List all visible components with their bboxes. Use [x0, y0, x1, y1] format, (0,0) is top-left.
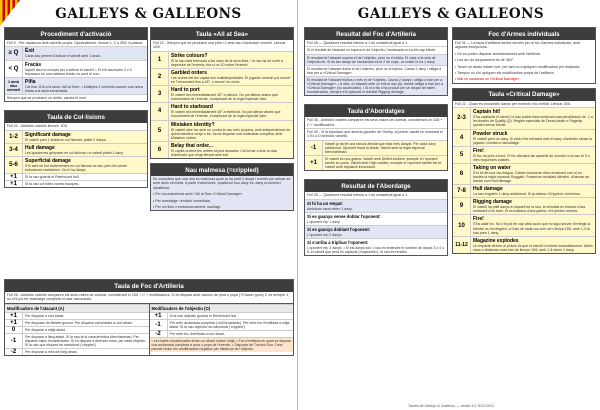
gun-result-row: Si el resultat de l'atacant no supera el de l'objectiu, l'andanada no ha fet cap efecte. [305, 46, 447, 53]
right-column-2 [452, 27, 596, 258]
all-at-sea-box [150, 27, 294, 159]
board-result-box [304, 179, 448, 256]
collision-box [4, 110, 148, 188]
critical-box [452, 88, 596, 254]
collision-row: 1-2 Significant damage El vaixell pren 1 tirada en col·lisionar, patint 2 danys. [5, 130, 147, 143]
critical-row: 4 Powder struck El vaixell perd un dany. Si està s'ha extraviat més el dany d'ambdós sense la jugada i combat a l'abordatge. [453, 129, 595, 146]
boarding-row: +1 El vaixell és una galera. Vaixell amb Drilled soldiers, excepte si l'oponent també en porta. Vaixell amb High castles, excepte si l'oponent també les té. Vaixell amb tripulació inconstant. [305, 155, 447, 170]
gun-result-box [304, 27, 448, 96]
critical-row: 11-12 Magazine explodes Un impacte directe al polvorí fa que el vaixell s'enfonsi immediatament. Altres naus a distància curta han de llençar 1D6; amb 1-3 reben 1 dany. [453, 236, 595, 253]
gun-result-row: El resultat de l'atacant dobla el de l'objectiu, però no el triplica. Causa 1 dany i obliga a tirar per a «Critical Damage». [305, 65, 447, 76]
attacker-row: +1 Per disparar a curt abast. [5, 312, 149, 319]
critical-header: Taula «Critical Damage» [453, 89, 595, 101]
boarding-note: Full 36 - Ambdós vaixells comparen els seus valors de combat, considerant un 1D6 + C + modificadors. [307, 118, 443, 127]
crippled-header: Nau malmesa (=crippled) [151, 164, 293, 176]
boarding-note-2: Full 39 - Si la tripulació que aborda gaudeix de Gentry, al primer assalt es mostrarà el 1 Ex a D'ambdós vaixells. [305, 128, 447, 140]
all-at-sea-row: 6 Belay that order... El capità ordena les ordres tot just donades. Cal tornar a tirar un dau d'activació que s'haji llençat amb èxit. [151, 141, 293, 158]
individual-fire-note: Full 31 — La taula d'artilleria també serveix per al foc d'armes individuals, amb algunes excepcions: [455, 41, 581, 50]
activation-box [4, 27, 148, 102]
all-at-sea-note: Full 22 - Sempre que es produeixi una pífia i 1 amb dau d'activació vermell. Llencar 1D6. [153, 41, 286, 50]
activation-note: Full 9 - Per cadascun dels vaixells propis. Opcionalment, llencar 1, 2 o 3D6. A passar. [7, 41, 144, 45]
critical-row: 6 Taking on water S'hi ha fet una via d'aigua. Caldrà maniobrar d'ara endavant com si es tractés la regla especial Sluggish. Posteriors resultats idèntics: d'hauran de tractar com Hull damage. [453, 163, 595, 184]
activation-row: 1 amb dau vermell Pífia Cal tirar 1D6 a la taula «All at Sea». • Múltiples 1 vermells causen una única tirada a la taula esmentada. [5, 77, 147, 94]
gunfire-note: Full 26 - Ambdós vaixells comparen els seus valors de combat, considerant el 1D6 + C + modificadors. Si es dispara amb canons de proa o popa (+Chaser guns) C es sempre 1, no s'hi pot fer avantatge completa ni usar canonades. [7, 293, 290, 302]
collision-row: 3-4 Hull damage Les quadernes grinyolen en col·lisionar i el vaixell patint 1 dany. [5, 143, 147, 156]
critical-row: 9 Rigging damage El vaixell ha patit danys a l'aparell de la nau, la velocitat es redueix d'ara endavant d'un tram. Si es tractava d'una galera, s'hi perden remers. [453, 197, 595, 214]
left-page-title: GALLEYS & GALLEONS [55, 6, 242, 22]
right-page-title: GALLEYS & GALLEONS [357, 6, 545, 22]
target-modifiers: Modificadors de l'objectiu (O) +1 Si la nau objectiu guarda el Reinforced hull. -1 Per retre andanada completa (=full broadside). Per retre foc d'enfilada a mitjà abast. Si la nau objectiu ha maniobrat ('crippled'). -2 Per retre foc d'enfilada a curt abast. • Les bales encadenades tenen un abast màxim mitjà. • Foc d'enfilada és quan es dispara una andanada completa a proa o popa de l'enemic. • Disposar de Trained Gun Crew permet reduir els modificadors negatius per distància de l'objectiu. [150, 304, 294, 356]
attacker-row: 0 Per disparar a mitjà abast. [5, 326, 149, 333]
board-result-note: Full 35 — Qualsevol resultat inferior a 1 es considerat igual a 1. [307, 193, 409, 198]
critical-row: 5 Fire! El foc ha pres a bord. El foc afectarà als aparells de munició si la nau té 3 o més esquerdes patides. [453, 146, 595, 163]
target-row: +1 Si la nau objectiu guarda el Reinforced hull. [150, 312, 294, 319]
board-result-header: Resultat de l'Abordatge [305, 180, 447, 192]
collision-mod-row: +1 Si la nau guarda el Reinforced hull. [5, 173, 147, 180]
collision-mod-row: +1 Si la nau col·lideix contra bauques. [5, 180, 147, 187]
individual-fire-header: Foc d'Armes individuals [453, 28, 595, 40]
target-row: -2 Per retre foc d'enfilada a curt abast. [150, 330, 294, 337]
attacker-row: -2 Per disparar a més de llarg abast. [5, 348, 149, 355]
critical-row: 10 Fire! S'ha calat foc. No s'hi pot fer cap altra acció que no sigui provar d'extingir-lo. Mentre no s'extingeixi, a l'inici de cada nou torn se'n llença 1D6, amb 1-3 la nau pren 1 dany. [453, 214, 595, 235]
activation-header: Procediment d'activació [5, 28, 147, 40]
target-row: -1 Per retre andanada completa (=full broadside). Per retre foc d'enfilada a mitjà abast. Si la nau objectiu ha maniobrat ('crippled'). [150, 319, 294, 330]
gun-result-header: Resultat del Foc d'Artilleria [305, 28, 447, 40]
gunfire-box [4, 279, 294, 356]
left-page [0, 0, 298, 410]
activation-footer: Sempre que se produeixi un doble, canvia el vent. [5, 94, 147, 101]
all-at-sea-row: 3 Hard to port El vaixell vira immediatament 45° a babord. No pot alterar abans que encarament de l'enemic, exceptuant de la regla especial Vare. [151, 85, 293, 102]
boarding-box [304, 104, 448, 171]
board-result-row: Si es guanya doblant l'oponent: L'oponent rep 2 danys. [305, 225, 447, 238]
collision-header: Taula de Col·lisions [5, 111, 147, 123]
critical-note: Full 22 - Quan es produeixin danys per incendi o foc enfilat. Llencar 2D6. [455, 101, 572, 106]
critical-row: 7-8 Hull damage La nau engoleix 1 dany addicional. Si ja estava «Crippled» s'enfonsa. [453, 184, 595, 197]
critical-row: 2-3 Captain hit! S'ha capitanat el vaixell, la nau patirà d'ara endavant una penalització de -1 a les tirades de Quality (Q). Regles especials de Dread pirate o Flagship queden sense efecte. [453, 107, 595, 128]
board-result-row: Si s'arriba a triplicar l'oponent: L'oponent rep 3 danys. • Si els danys són 1 nau en entendre el nombre de danys 3 o 4 o 5: el vaixell que perd és capturat («captured»), la nau es rendeix. [305, 238, 447, 255]
gun-result-row: El resultat de l'atacant supera el de l'objectiu, però no el dobla. El valor a la vela de l'objectiu és. Si es fan danys de l'andanada és el 2 de cops...la unitat: hi ha 1 dany. [305, 54, 447, 65]
attacker-row: -1 Per disparar a llarg abast. Si la nau té la característica Merchantman. Per disparar bales encadenades. Si es dispara a diverses naus, per cada objectiu. Si la nau que dispara ha maniobrat ('crippled'). [5, 333, 149, 348]
all-at-sea-header: Taula «All at Sea» [151, 28, 293, 40]
crippled-note: Es considera que una nau és malmesa quan ja ha patit 3 danys i només pot activar-se amb dues vermells. A partir d'aleshores, qualsevol nou dany és: dany econòmic i injustificat. [151, 176, 293, 191]
all-at-sea-row: 5 Mistaken identity? El vaixell obre foc amb un contra la nau més propera, amb independència de quina bandera oneja o bé, ha de disparar una andanada completa, amb Mistaken ordres. [151, 120, 293, 141]
individual-fire-box: Foc d'Armes individuals Full 31 — La taula d'artilleria també serveix per al foc d'armes individuals, amb algunes excepcions: • No es poden disparar simultàniament amb l'artilleria. • Llur arc de disparament és de 360°. • Tenen un abast màxim curt, per tant no s'apliquen modificadors per distància. • Tampoc no s'hi apliquen els modificadors propis de l'artilleria. • Mai no causaran un «Critical Damage». [452, 27, 596, 84]
attacker-row: +1 Per disposar de Master gunner. Per disparar carronades a curt abast. [5, 319, 149, 326]
collision-row: 5-6 Superficial damage S'hi sent un fort estremiment en col·lisionar la nau, però les seves estructures resisteixen. No hi ha danys. [5, 156, 147, 173]
board-result-row: Si hi ha un empat: Ambdues naus reben 1 dany. [305, 199, 447, 212]
left-column-2 [150, 27, 294, 215]
boarding-header: Taula d'Abordatges [305, 105, 447, 117]
gunfire-header: Taula de Foc d'Artilleria [5, 280, 293, 292]
all-at-sea-row: 1 Strike colours? Si la nau està trencada a les naus de la seva flota, i la nau ha de sortir a dependre de l'enemic; tira si no 10 sobre l'enemic. [151, 51, 293, 68]
activation-row: ≥ Q Èxit Cada dau permet d'activar el vaixell amb 1 acció. [5, 46, 147, 59]
activation-row: < Q Fracàs Aquell dau no compta per a activar el vaixell. • Si s'hi acumulen 2 o 3 fracassos en una mateixa tirada, es perd el torn. [5, 60, 147, 77]
right-column-1 [304, 27, 448, 260]
all-at-sea-row: 4 Hard to starboard El vaixell vira immediatament 45° a estribord. No pot alterar abans que encarament de l'enemic, exceptuant de la regla especial Vare. [151, 102, 293, 119]
all-at-sea-row: 2 Garbled orders Les ordres del teu capità són malinterpretades. El jugador contrari pot moure' en Trencament fins a 45°, o moure' en recta. [151, 68, 293, 85]
gun-result-row: El resultat de l'atacant triplica o més el de l'objectiu. Causa 2 danys i obliga a tirar per a «Critical Damage». • A més, a l'atacant obté un èxit al dau (6), també obliga a tirar per a «Critical Damage» (no acumulatiu). • Si el crític s'ha produït per un dispar de bales encadenades, sempre s'hi aplicarà el resultat Rigging damage. [305, 76, 447, 95]
boarding-row: -1 Vaixell ja ha fet una ranura afectat que està més danyat. Per cada dany addicional. Oponent tirarà la tirada. Vaixell amb la regla especial Merchantman. [305, 140, 447, 155]
right-page [302, 0, 600, 410]
attacker-modifiers: Modificadors de l'atacant (A) +1 Per disparar a curt abast. +1 Per disposar de Master gunner. Per disparar carronades a curt abast. 0 Per disparar a mitjà abast. -1 Per disparar a llarg abast. Si la nau té la característica Merchantman. Per disparar bales encadenades. Si es dispara a diverses naus, per cada objectiu. Si la nau que dispara ha maniobrat ('crippled'). -2 Per disparar a més de llarg abast. [5, 304, 150, 356]
left-column-1 [4, 27, 148, 192]
gunfire-warning: • Les bales encadenades tenen un abast màxim mitjà. • Foc d'enfilada és quan es dispara una andanada completa a proa o popa de l'enemic. • Disposar de Trained Gun Crew permet reduir els modificadors negatius per distància de l'objectiu. [150, 337, 294, 352]
gun-result-note: Full 28 — Qualsevol resultat inferior a 1 es considerat igual a 1. [307, 41, 409, 45]
crippled-box: Nau malmesa (=crippled) Es considera que una nau és malmesa quan ja ha patit 3 danys i només pot activar-se amb dues vermells. A partir d'aleshores, qualsevol nou dany és: dany econòmic i injustificat. • Per inconsistència amb: l'All at Sea «Critical Damage». • Per avantatge: rendició immediata. • Per col·lisió o embarrancament: naufragi. [150, 163, 294, 211]
board-result-row: Si es guanya sense doblar l'oponent: L'oponent rep 1 dany. [305, 212, 447, 225]
page-footer: Taules de Galleys & Galleons — versió 4.0, 8/11/2021 [408, 404, 494, 408]
collision-note: Full 22 - Ambdós vaixells llencen 1D6. [7, 124, 68, 129]
